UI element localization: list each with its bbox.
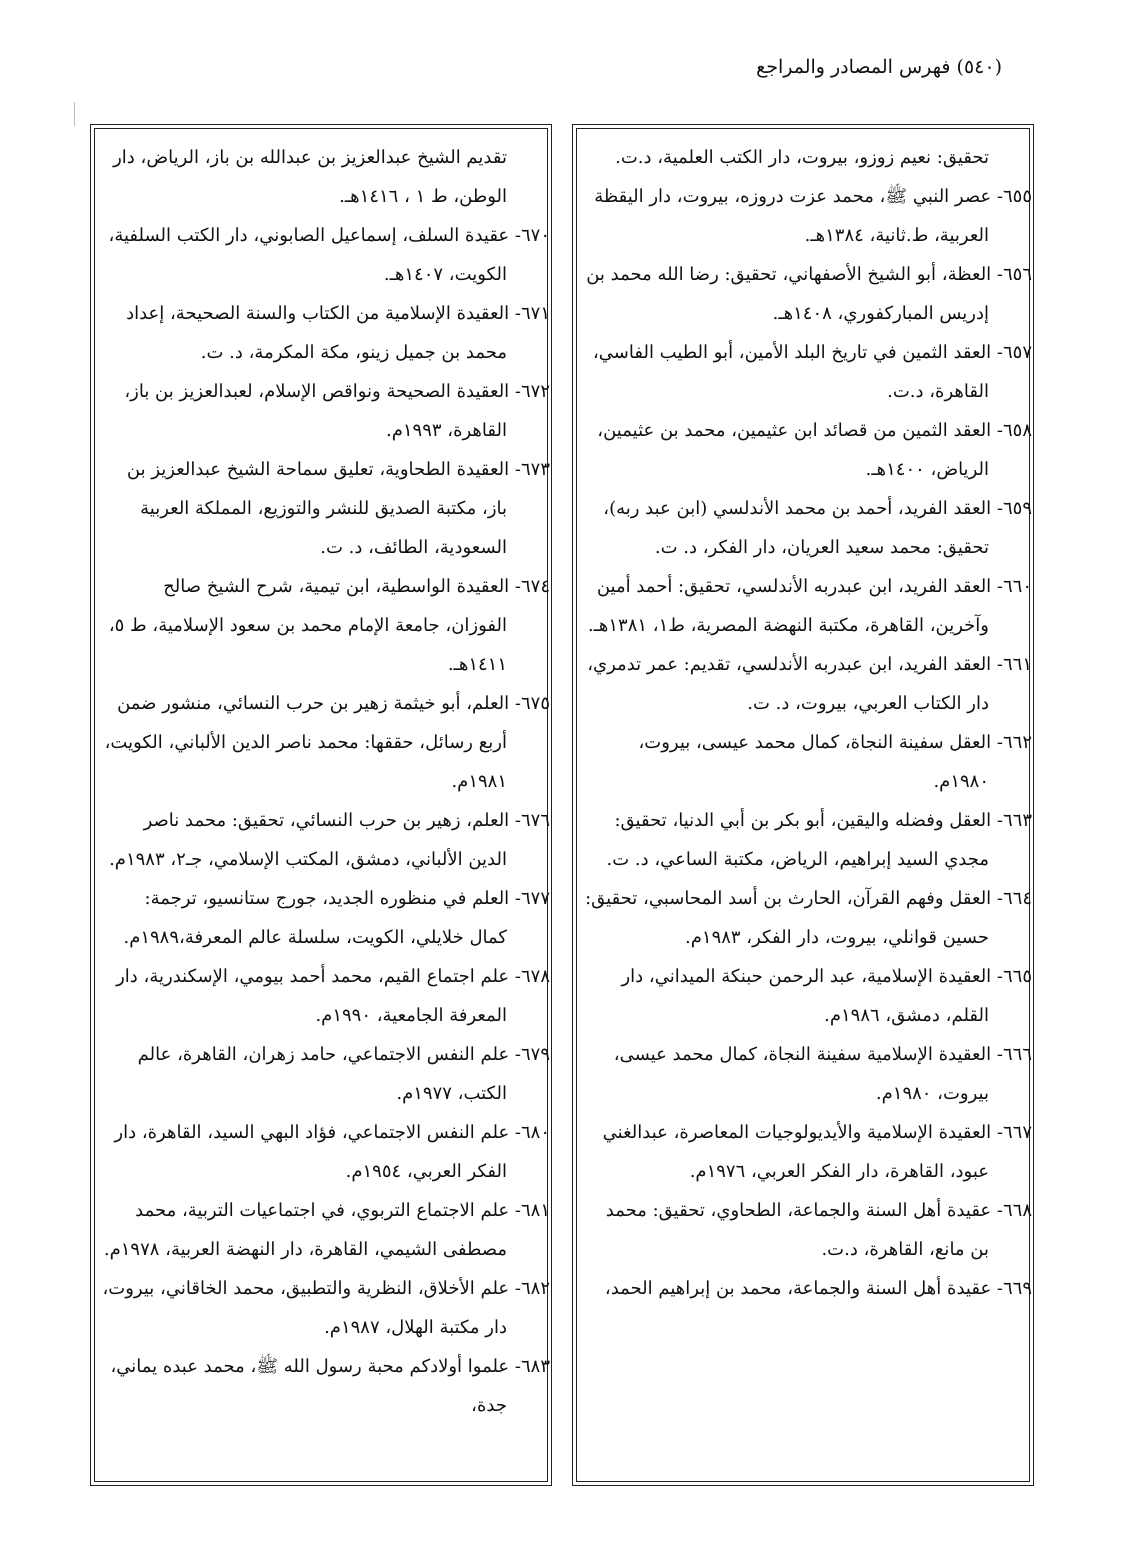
bibliography-entry: ٦٦٢- العقل سفينة النجاة، كمال محمد عيسى، بيروت، ١٩٨٠م.: [638, 732, 1032, 792]
bibliography-entry: ٦٦٨- عقيدة أهل السنة والجماعة، الطحاوي، تحقيق: محمد بن مانع، القاهرة، د.ت.: [605, 1200, 1032, 1260]
left-column: [102, 138, 550, 1425]
bibliography-entry: ٦٧٣- العقيدة الطحاوية، تعليق سماحة الشيخ عبدالعزيز بن باز، مكتبة الصديق للنشر والتوزيع، المملكة العربية السعودية، الطائف، د. ت.: [126, 459, 550, 558]
margin-tick: [74, 102, 75, 126]
bibliography-entry: ٦٥٥- عصر النبي ﷺ، محمد عزت دروزه، بيروت، دار اليقظة العربية، ط.ثانية، ١٣٨٤هـ.: [594, 186, 1032, 246]
bibliography-entry: ٦٧٠- عقيدة السلف، إسماعيل الصابوني، دار الكتب السلفية، الكويت، ١٤٠٧هـ.: [108, 225, 550, 285]
right-column: [584, 138, 1032, 1308]
bibliography-entry: تقديم الشيخ عبدالعزيز بن عبدالله بن باز، الرياض، دار الوطن، ط ١ ، ١٤١٦هـ.: [113, 147, 507, 207]
bibliography-entry: ٦٥٨- العقد الثمين من قصائد ابن عثيمين، محمد بن عثيمين، الرياض، ١٤٠٠هـ.: [597, 420, 1032, 480]
bibliography-entry: ٦٧٩- علم النفس الاجتماعي، حامد زهران، القاهرة، عالم الكتب، ١٩٧٧م.: [137, 1044, 550, 1104]
bibliography-entry: ٦٧١- العقيدة الإسلامية من الكتاب والسنة الصحيحة، إعداد محمد بن جميل زينو، مكة المكرمة، د. ت.: [126, 303, 550, 363]
bibliography-entry: ٦٨٢- علم الأخلاق، النظرية والتطبيق، محمد الخاقاني، بيروت، دار مكتبة الهلال، ١٩٨٧م.: [102, 1278, 550, 1338]
bibliography-entry: ٦٥٧- العقد الثمين في تاريخ البلد الأمين، أبو الطيب الفاسي، القاهرة، د.ت.: [592, 342, 1032, 402]
bibliography-entry: ٦٧٦- العلم، زهير بن حرب النسائي، تحقيق: محمد ناصر الدين الألباني، دمشق، المكتب الإسلامي، جـ٢، ١٩٨٣م.: [109, 810, 550, 870]
bibliography-entry: ٦٦٩- عقيدة أهل السنة والجماعة، محمد بن إبراهيم الحمد،: [604, 1278, 1032, 1299]
bibliography-entry: ٦٦١- العقد الفريد، ابن عبدربه الأندلسي، تقديم: عمر تدمري، دار الكتاب العربي، بيروت، د. ت.: [587, 654, 1032, 714]
bibliography-entry: ٦٥٩- العقد الفريد، أحمد بن محمد الأندلسي (ابن عبد ربه)، تحقيق: محمد سعيد العريان، دار الفكر، د. ت.: [603, 498, 1032, 558]
bibliography-entry: ٦٨٣- علموا أولادكم محبة رسول الله ﷺ، محمد عبده يماني، جدة،: [110, 1356, 550, 1416]
bibliography-entry: ٦٦٧- العقيدة الإسلامية والأيديولوجيات المعاصرة، عبدالغني عبود، القاهرة، دار الفكر العربي، ١٩٧٦م.: [602, 1122, 1032, 1182]
bibliography-entry: ٦٦٤- العقل وفهم القرآن، الحارث بن أسد المحاسبي، تحقيق: حسين قوانلي، بيروت، دار الفكر، ١٩٨٣م.: [585, 888, 1032, 948]
bibliography-entry: ٦٨١- علم الاجتماع التربوي، في اجتماعيات التربية، محمد مصطفى الشيمي، القاهرة، دار النهضة العربية، ١٩٧٨م.: [103, 1200, 550, 1260]
bibliography-entry: ٦٨٠- علم النفس الاجتماعي، فؤاد البهي السيد، القاهرة، دار الفكر العربي، ١٩٥٤م.: [114, 1122, 550, 1182]
bibliography-entry: ٦٦٦- العقيدة الإسلامية سفينة النجاة، كمال محمد عيسى، بيروت، ١٩٨٠م.: [613, 1044, 1032, 1104]
bibliography-entry: ٦٦٥- العقيدة الإسلامية، عبد الرحمن حبنكة الميداني، دار القلم، دمشق، ١٩٨٦م.: [621, 966, 1032, 1026]
bibliography-entry: ٦٧٧- العلم في منظوره الجديد، جورج ستانسيو، ترجمة: كمال خلايلي، الكويت، سلسلة عالم المعرفة،١٩٨٩م.: [123, 888, 550, 948]
bibliography-entry: تحقيق: نعيم زوزو، بيروت، دار الكتب العلمية، د.ت.: [615, 147, 989, 168]
bibliography-entry: ٦٧٢- العقيدة الصحيحة ونواقص الإسلام، لعبدالعزيز بن باز، القاهرة، ١٩٩٣م.: [124, 381, 550, 441]
page-header: (٥٤٠) فهرس المصادر والمراجع: [756, 56, 1002, 78]
bibliography-entry: ٦٧٨- علم اجتماع القيم، محمد أحمد بيومي، الإسكندرية، دار المعرفة الجامعية، ١٩٩٠م.: [116, 966, 550, 1026]
bibliography-entry: ٦٦٠- العقد الفريد، ابن عبدربه الأندلسي، تحقيق: أحمد أمين وآخرين، القاهرة، مكتبة النهضة المصرية، ط١، ١٣٨١هـ.: [587, 576, 1032, 636]
bibliography-entry: ٦٧٥- العلم، أبو خيثمة زهير بن حرب النسائي، منشور ضمن أربع رسائل، حققها: محمد ناصر الدين الألباني، الكويت، ١٩٨١م.: [104, 693, 550, 792]
bibliography-entry: ٦٥٦- العظة، أبو الشيخ الأصفهاني، تحقيق: رضا الله محمد بن إدريس المباركفوري، ١٤٠٨هـ.: [586, 264, 1032, 324]
bibliography-entry: ٦٧٤- العقيدة الواسطية، ابن تيمية، شرح الشيخ صالح الفوزان، جامعة الإمام محمد بن سعود الإسلامية، ط ٥، ١٤١١هـ.: [108, 576, 550, 675]
bibliography-entry: ٦٦٣- العقل وفضله واليقين، أبو بكر بن أبي الدنيا، تحقيق: مجدي السيد إبراهيم، الرياض، مكتبة الساعي، د. ت.: [606, 810, 1032, 870]
